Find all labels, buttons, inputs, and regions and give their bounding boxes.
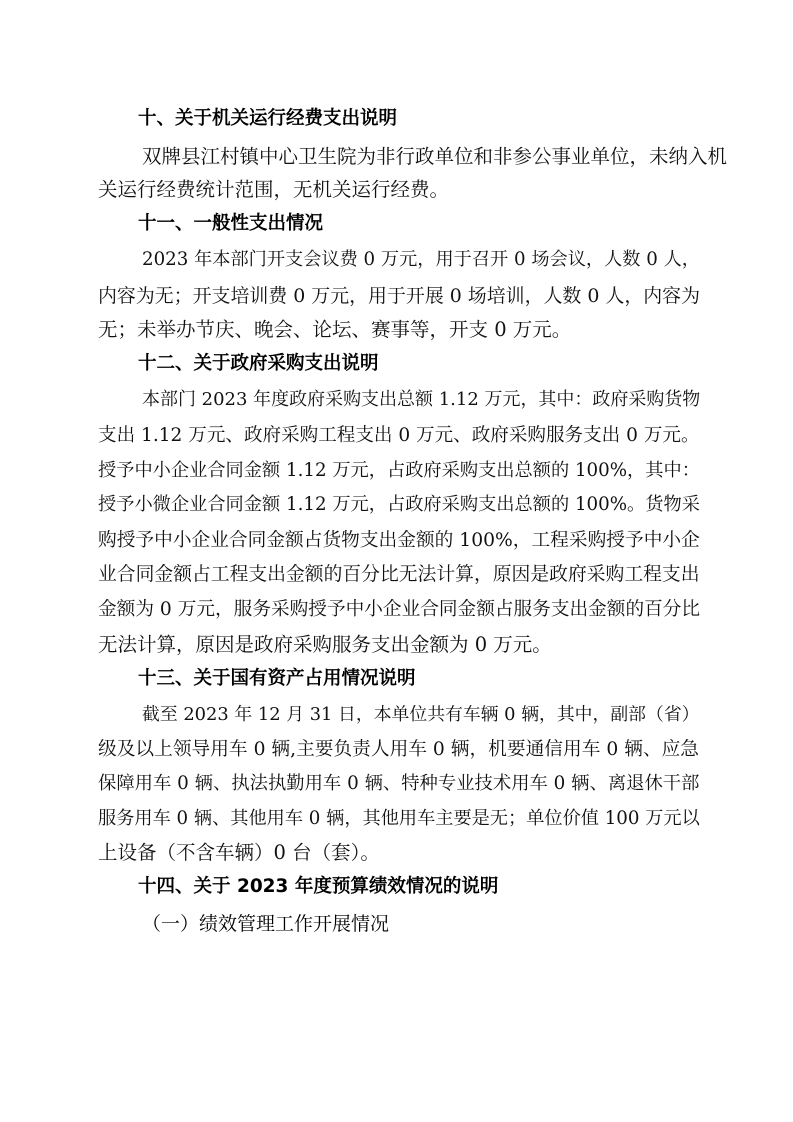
paragraph-line: 截至 2023 年 12 月 31 日，本单位共有车辆 0 辆，其中，副部（省） <box>142 704 700 725</box>
paragraph-line: 关运行经费统计范围，无机关运行经费。 <box>98 178 450 201</box>
paragraph-line: 无法计算，原因是政府采购服务支出金额为 0 万元。 <box>98 633 552 656</box>
paragraph-line: 支出 1.12 万元、政府采购工程支出 0 万元、政府采购服务支出 0 万元。 <box>98 425 700 446</box>
paragraph-line: 授予小微企业合同金额 1.12 万元，占政府采购支出总额的 100%。货物采 <box>98 494 700 515</box>
paragraph-line: 服务用车 0 辆、其他用车 0 辆，其他用车主要是无；单位价值 100 万元以 <box>98 808 700 829</box>
paragraph-line: 双牌县江村镇中心卫生院为非行政单位和非参公事业单位，未纳入机 <box>142 145 728 168</box>
section-heading: 十一、一般性支出情况 <box>138 213 324 234</box>
section-heading: 十四、关于 2023 年度预算绩效情况的说明 <box>138 876 499 897</box>
paragraph-line: 本部门 2023 年度政府采购支出总额 1.12 万元，其中：政府采购货物 <box>142 389 701 410</box>
section-heading: 十三、关于国有资产占用情况说明 <box>138 668 416 689</box>
section-heading: 十二、关于政府采购支出说明 <box>138 353 379 374</box>
paragraph-line: 保障用车 0 辆、执法执勤用车 0 辆、特种专业技术用车 0 辆、离退休干部 <box>98 773 700 794</box>
paragraph-line: 无；未举办节庆、晚会、论坛、赛事等，开支 0 万元。 <box>98 318 572 341</box>
paragraph-line: 购授予中小企业合同金额占货物支出金额的 100%，工程采购授予中小企 <box>98 530 700 551</box>
paragraph-line: 级及以上领导用车 0 辆,主要负责人用车 0 辆，机要通信用车 0 辆、应急 <box>98 739 700 760</box>
section-heading: 十、关于机关运行经费支出说明 <box>138 108 398 129</box>
paragraph-line: 授予中小企业合同金额 1.12 万元，占政府采购支出总额的 100%，其中： <box>98 460 700 481</box>
section-subheading: （一）绩效管理工作开展情况 <box>142 913 390 935</box>
paragraph-line: 2023 年本部门开支会议费 0 万元，用于召开 0 场会议，人数 0 人， <box>142 249 700 270</box>
paragraph-line: 上设备（不含车辆）0 台（套）。 <box>98 841 380 864</box>
paragraph-line: 内容为无；开支培训费 0 万元，用于开展 0 场培训，人数 0 人，内容为 <box>98 285 701 307</box>
paragraph-line: 金额为 0 万元，服务采购授予中小企业合同金额占服务支出金额的百分比 <box>98 599 701 620</box>
paragraph-line: 业合同金额占工程支出金额的百分比无法计算，原因是政府采购工程支出 <box>98 564 700 585</box>
